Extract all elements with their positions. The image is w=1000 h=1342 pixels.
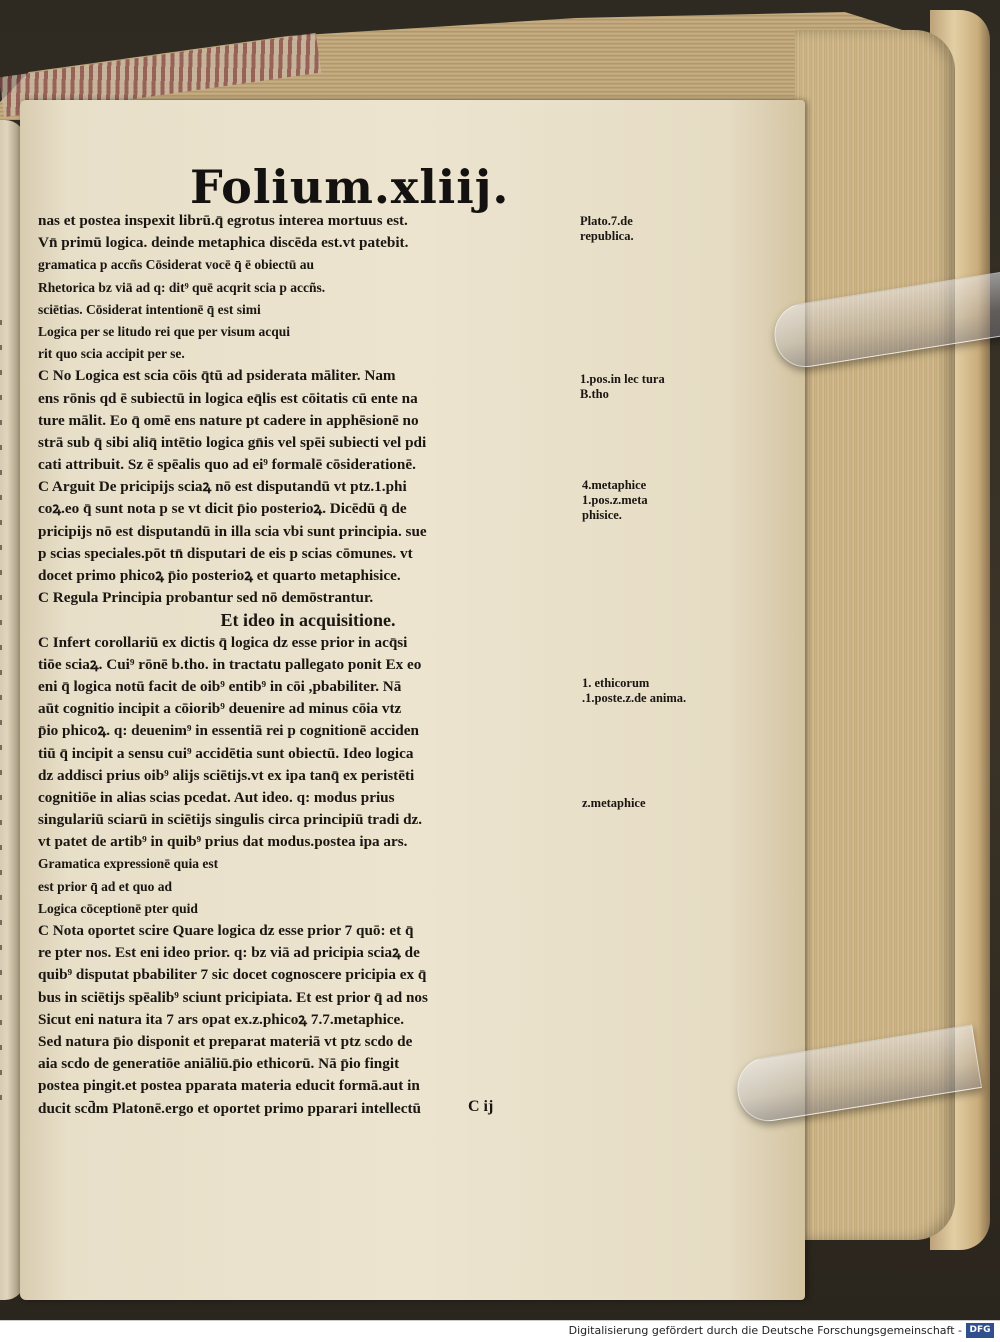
text-line: Sed natura p̄io disponit et preparat materiā vt ptz scdo de xyxy=(38,1032,413,1050)
text-line: C No Logica est scia cōis q̄tū ad psiderata māliter. Nam xyxy=(38,367,396,385)
text-line: C Regula Principia probantur sed nō demōstrantur. xyxy=(38,589,374,607)
text-line: p scias speciales.pōt tn̄ disputari de eis p scias cōmunes. vt xyxy=(38,544,413,562)
text-line: rit quo scia accipit per se. xyxy=(38,346,185,362)
footer-credit: Digitalisierung gefördert durch die Deutsche Forschungsgemeinschaft - xyxy=(568,1324,962,1337)
dfg-logo: DFG xyxy=(966,1323,994,1338)
text-line: tiū q̄ incipit a sensu cui⁹ accidētia sunt obiectū. Ideo logica xyxy=(38,744,414,762)
catchword: C ij xyxy=(468,1098,494,1115)
text-line: Rhetorica bz viā ad q: dit⁹ quē acqrit scia p accñs. xyxy=(38,279,326,295)
text-line: Et ideo in acquisitione. xyxy=(220,610,396,631)
text-line: ture mālit. Eo q̄ omē ens nature pt cadere in apphēsionē no xyxy=(38,411,419,429)
text-line: aia scdo de generatiōe aniāliū.p̄io ethicorū. Nā p̄io fingit xyxy=(38,1055,400,1073)
margin-note: Plato.7.de republica. xyxy=(580,214,634,243)
text-line: postea pingit.et postea pparata materia educit formā.aut in xyxy=(38,1077,420,1095)
text-line: singulariū sciarū in sciētijs singulis circa principiū tradi dz. xyxy=(38,811,423,829)
text-line: eni q̄ logica notū facit de oib⁹ entib⁹ in cōi ,pbabiliter. Nā xyxy=(38,677,402,695)
text-line: docet primo phicoꝝ p̄io posterioꝝ et quarto metaphisice. xyxy=(38,567,401,584)
text-line: tiōe sciaꝝ. Cui⁹ rōnē b.tho. in tractatu pallegato ponit Ex eo xyxy=(38,655,422,673)
text-line: ducit scd̄m Platonē.ergo et oportet primo pparari intellectū xyxy=(38,1099,421,1117)
text-line: dz addisci prius oib⁹ alijs sciētijs.vt ex ipa tanq̄ ex peristēti xyxy=(38,766,415,784)
facing-page-text xyxy=(0,320,2,1100)
page-body xyxy=(38,210,578,1120)
text-line: Logica per se litudo rei que per visum acqui xyxy=(38,323,291,339)
text-line: est prior q̄ ad et quo ad xyxy=(38,878,173,894)
text-line: re pter nos. Est eni ideo prior. q: bz viā ad pricipia sciaꝝ de xyxy=(38,944,420,962)
text-line: nas et postea inspexit librū.q̄ egrotus interea mortuus est. xyxy=(38,212,408,229)
margin-note: z.metaphice xyxy=(582,796,646,810)
text-line: C Arguit De pricipijs sciaꝝ nō est disputandū vt ptz.1.phi xyxy=(38,478,407,496)
text-line: C Infert corollariū ex dictis q̄ logica dz esse prior in acq̄si xyxy=(38,633,408,651)
text-line: C Nota oportet scire Quare logica dz esse prior 7 quō: et q̄ xyxy=(38,922,414,939)
text-line: vt patet de artib⁹ in quib⁹ prius dat modus.postea ipa ars. xyxy=(38,833,408,851)
text-line: strā sub q̄ sibi aliq̄ intētio logica gn̄is vel spēi subiecti vel pdi xyxy=(38,433,427,451)
text-line: aūt cognitio incipit a cōiorib⁹ deuenire ad minus cōia vtz xyxy=(38,700,402,718)
margin-note: 1.pos.in lec tura B.tho xyxy=(580,372,665,401)
text-line: gramatica p accñs Cōsiderat vocē q̄ ē obiectū au xyxy=(38,257,314,273)
text-line: p̄io phicoꝝ. q: deuenim⁹ in essentiā rei p cognitionē acciden xyxy=(38,722,419,740)
text-line: coꝝ.eo q̄ sunt nota p se vt dicit p̄io posterioꝝ. Dicēdū q̄ de xyxy=(38,500,407,518)
margin-note: 4.metaphice 1.pos.z.meta phisice. xyxy=(582,478,648,522)
footer-bar xyxy=(0,1320,1000,1342)
text-line: sciētias. Cōsiderat intentionē q̄ est simi xyxy=(38,301,261,317)
text-line: cati attribuit. Sz ē spēalis quo ad ei⁹ formalē cōsiderationē. xyxy=(38,456,416,474)
text-line: Logica cōceptionē pter quid xyxy=(38,900,198,916)
text-line: cognitiōe in alias scias pcedat. Aut ideo. q: modus prius xyxy=(38,788,395,806)
text-line: ens rōnis qd ē subiectū in logica eq̄lis est cōitatis cū ente na xyxy=(38,389,418,407)
text-line: pricipijs nō est disputandū in illa scia vbi sunt principia. sue xyxy=(38,522,427,540)
text-line: Gramatica expressionē quia est xyxy=(38,856,219,872)
page-heading: Folium.xliij. xyxy=(190,160,510,214)
margin-note: 1. ethicorum .1.poste.z.de anima. xyxy=(582,676,687,705)
text-line: Sicut eni natura ita 7 ars opat ex.z.phicoꝝ 7.7.metaphice. xyxy=(38,1010,405,1028)
text-line: quib⁹ disputat pbabiliter 7 sic docet cognoscere pricipia ex q̄ xyxy=(38,966,427,984)
text-line: bus in sciētijs spēalib⁹ sciunt pricipiata. Et est prior q̄ ad nos xyxy=(38,988,428,1006)
text-line: Vn̄ primū logica. deinde metaphica discēda est.vt patebit. xyxy=(38,234,409,252)
